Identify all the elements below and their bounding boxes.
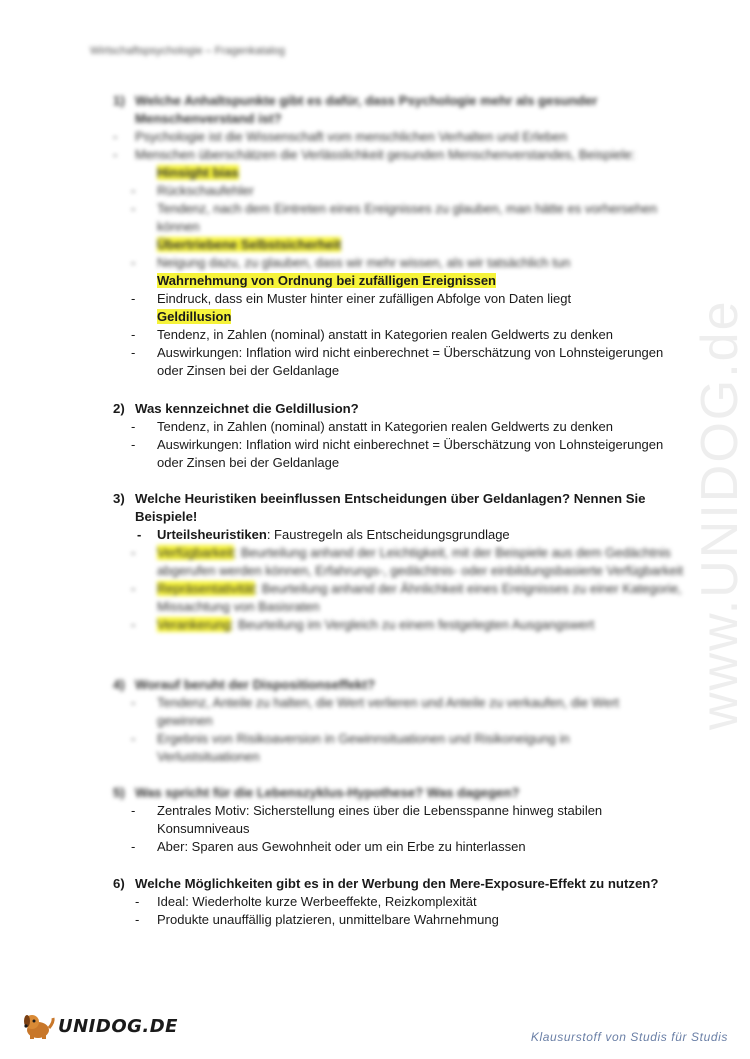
list-item: - Verfügbarkeit: Beurteilung anhand der Leichtigkeit, mit der Beispiele aus dem Gedächtnis abgerufen werden können, Erfahrungs-, gedächtnis- oder einbildungsbasierte Verfügbarkeit <box>131 545 684 578</box>
list-item: - Zentrales Motiv: Sicherstellung eines über die Lebensspanne hinweg stabilen Konsumniveaus <box>131 803 603 836</box>
watermark: www.UNIDOG.de <box>691 299 749 730</box>
list-item: - Ideal: Wiederholte kurze Werbeeffekte, Reizkomplexität <box>135 894 477 909</box>
question-title: 3) Welche Heuristiken beeinflussen Entscheidungen über Geldanlagen? Nennen Sie Beispiele! <box>113 491 646 524</box>
list-item: - Verankerung: Beurteilung im Vergleich zu einem festgelegten Ausgangswert <box>131 617 595 632</box>
list-item: - Produkte unauffällig platzieren, unmittelbare Wahrnehmung <box>135 912 499 927</box>
question-4 <box>113 676 673 766</box>
footer-tagline: Klausurstoff von Studis für Studis <box>530 1030 728 1044</box>
list-item: - Repräsentativität: Beurteilung anhand der Ähnlichkeit eines Ereignisses zu einer Kategorie, Missachtung von Basisraten <box>131 581 682 614</box>
list-item: - Neigung dazu, zu glauben, dass wir mehr wissen, als wir tatsächlich tun <box>131 255 571 270</box>
unidog-logo[interactable] <box>22 1012 178 1040</box>
list-item: - Tendenz, in Zahlen (nominal) anstatt in Kategorien realen Geldwerts zu denken <box>131 419 613 434</box>
question-title: 2) Was kennzeichnet die Geldillusion? <box>113 401 359 416</box>
list-item: - Tendenz, nach dem Eintreten eines Ereignisses zu glauben, man hätte es vorhersehen können <box>131 201 658 234</box>
question-6 <box>113 875 673 929</box>
question-title: 6) Welche Möglichkeiten gibt es in der Werbung den Mere-Exposure-Effekt zu nutzen? <box>113 876 659 891</box>
question-title: 5) Was spricht für die Lebenszyklus-Hypothese? Was dagegen? <box>113 785 520 800</box>
list-item: - Ergebnis von Risikoaversion in Gewinnsituationen und Risikoneigung in Verlustsituationen <box>131 731 570 764</box>
question-3 <box>113 490 693 634</box>
question-2 <box>113 400 673 472</box>
list-item: - Menschen überschätzen die Verlässlichkeit gesunden Menschenverstandes, Beispiele: <box>113 147 636 162</box>
list-item: - Psychologie ist die Wissenschaft vom menschlichen Verhalten und Erleben <box>113 129 568 144</box>
list-item: Wahrnehmung von Ordnung bei zufälligen Ereignissen <box>157 273 496 288</box>
question-1 <box>113 92 673 380</box>
list-item: - Tendenz, in Zahlen (nominal) anstatt in Kategorien realen Geldwerts zu denken <box>131 327 613 342</box>
list-item: - Eindruck, dass ein Muster hinter einer zufälligen Abfolge von Daten liegt <box>131 291 572 306</box>
list-item: - Tendenz, Anteile zu halten, die Wert verlieren und Anteile zu verkaufen, die Wert gewinnen <box>131 695 620 728</box>
list-item: Übertriebene Selbstsicherheit <box>157 237 342 252</box>
list-item: - Urteilsheuristiken: Faustregeln als Entscheidungsgrundlage <box>137 527 510 542</box>
question-5 <box>113 784 673 856</box>
list-item: - Rückschaufehler <box>131 183 254 198</box>
list-item: - Auswirkungen: Inflation wird nicht einberechnet = Überschätzung von Lohnsteigerungen oder Zinsen bei der Geldanlage <box>131 345 664 378</box>
list-item: Geldillusion <box>157 309 232 324</box>
question-title: 4) Worauf beruht der Dispositionseffekt? <box>113 677 376 692</box>
page-header: Wirtschaftspsychologie – Fragenkatalog <box>90 45 286 57</box>
list-item: Hinsight bias <box>157 165 239 180</box>
list-item: - Aber: Sparen aus Gewohnheit oder um ein Erbe zu hinterlassen <box>131 839 526 854</box>
list-item: - Auswirkungen: Inflation wird nicht einberechnet = Überschätzung von Lohnsteigerungen oder Zinsen bei der Geldanlage <box>131 437 664 470</box>
question-title: 1) Welche Anhaltspunkte gibt es dafür, dass Psychologie mehr als gesunder Menschenverstand ist? <box>113 93 598 126</box>
dog-icon <box>22 1012 56 1040</box>
logo-text: UNIDOG.DE <box>58 1015 178 1037</box>
